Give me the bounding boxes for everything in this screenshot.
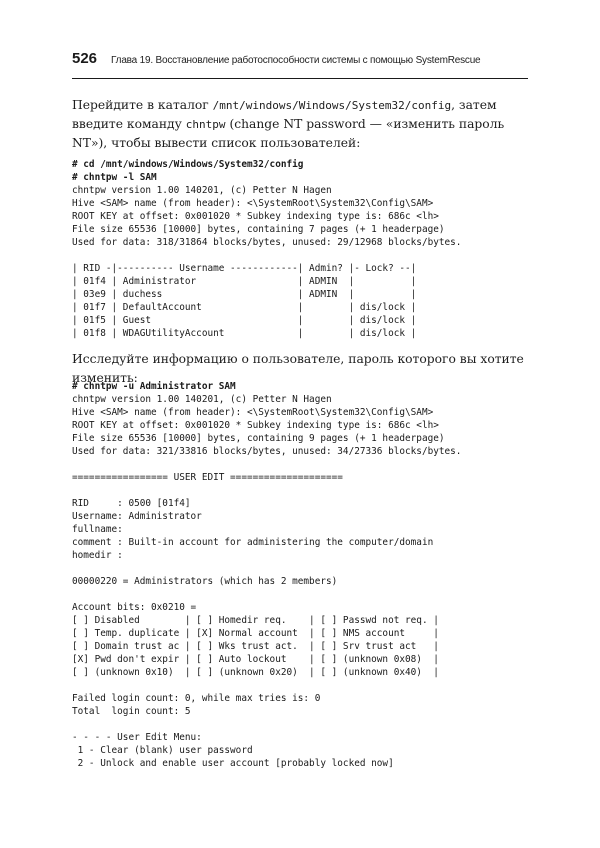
code-line: | 01f5 | Guest | | dis/lock |: [72, 315, 417, 326]
code-line: homedir :: [72, 550, 123, 561]
code-line: Used for data: 318/31864 blocks/bytes, unused: 29/12968 blocks/bytes.: [72, 237, 462, 248]
intro-command: chntpw: [185, 118, 226, 131]
code-line: | 03e9 | duchess | ADMIN | |: [72, 289, 417, 300]
code-line: [ ] Disabled | [ ] Homedir req. | [ ] Passwd not req. |: [72, 615, 439, 626]
code-line: [ ] (unknown 0x10) | [ ] (unknown 0x20) | [ ] (unknown 0x40) |: [72, 667, 439, 678]
intro-text-before: Перейдите в каталог: [72, 98, 213, 112]
middle-paragraph: Исследуйте информацию о пользователе, пароль которого вы хотите изменить:: [72, 352, 524, 385]
code-line: [72, 588, 540, 601]
code-line: RID : 0500 [01f4]: [72, 498, 191, 509]
code-line: Username: Administrator: [72, 511, 202, 522]
code-line: [72, 718, 540, 731]
code-line: Used for data: 321/33816 blocks/bytes, unused: 34/27336 blocks/bytes.: [72, 446, 462, 457]
page-number: 526: [72, 50, 98, 67]
code-line: File size 65536 [10000] bytes, containing 7 pages (+ 1 headerpage): [72, 224, 445, 235]
code-line: fullname:: [72, 524, 123, 535]
code-line: Hive <SAM> name (from header): <\SystemRoot\System32\Config\SAM>: [72, 407, 434, 418]
code-line: ROOT KEY at offset: 0x001020 * Subkey indexing type is: 686c <lh>: [72, 211, 439, 222]
code-line: [ ] Domain trust ac | [ ] Wks trust act. | [ ] Srv trust act |: [72, 641, 439, 652]
code-line: Total login count: 5: [72, 706, 191, 717]
code-line: | 01f7 | DefaultAccount | | dis/lock |: [72, 302, 417, 313]
intro-text-after: (change NT password — «изменить пароль NT»), чтобы вывести список пользователей:: [72, 117, 505, 150]
intro-path: /mnt/windows/Windows/System32/config: [212, 99, 452, 112]
code-line: 2 - Unlock and enable user account [probably locked now]: [72, 758, 394, 769]
code-line: | 01f8 | WDAGUtilityAccount | | dis/lock |: [72, 328, 417, 339]
code-line: File size 65536 [10000] bytes, containing 9 pages (+ 1 headerpage): [72, 433, 445, 444]
code-line: [ ] Temp. duplicate | [X] Normal account | [ ] NMS account |: [72, 628, 439, 639]
code-block-list-users: [72, 158, 540, 340]
running-header: [72, 50, 528, 79]
code-line: 1 - Clear (blank) user password: [72, 745, 253, 756]
code-line: # chntpw -u Administrator SAM: [72, 381, 236, 392]
code-line: 00000220 = Administrators (which has 2 members): [72, 576, 338, 587]
intro-paragraph: [72, 96, 528, 153]
code-line: Account bits: 0x0210 =: [72, 602, 197, 613]
code-line: comment : Built-in account for administering the computer/domain: [72, 537, 434, 548]
code-line: Failed login count: 0, while max tries is: 0: [72, 693, 321, 704]
code-line: | RID -|---------- Username ------------| Admin? |- Lock? --|: [72, 263, 417, 274]
code-line: [72, 458, 540, 471]
code-line: | 01f4 | Administrator | ADMIN | |: [72, 276, 417, 287]
code-line: Hive <SAM> name (from header): <\SystemRoot\System32\Config\SAM>: [72, 198, 434, 209]
code-line: [72, 562, 540, 575]
code-line: [72, 679, 540, 692]
code-line: chntpw version 1.00 140201, (c) Petter N Hagen: [72, 185, 332, 196]
chapter-title: Глава 19. Восстановление работоспособности системы с помощью SystemRescue: [111, 55, 481, 66]
intro-text-middle: , затем введите команду: [72, 98, 497, 131]
code-line: ROOT KEY at offset: 0x001020 * Subkey indexing type is: 686c <lh>: [72, 420, 439, 431]
code-line: - - - - User Edit Menu:: [72, 732, 202, 743]
code-line: ================= USER EDIT ====================: [72, 472, 343, 483]
code-line: # cd /mnt/windows/Windows/System32/config: [72, 159, 304, 170]
code-line: chntpw version 1.00 140201, (c) Petter N Hagen: [72, 394, 332, 405]
code-block-user-edit: [72, 380, 540, 770]
code-line: [X] Pwd don't expir | [ ] Auto lockout | [ ] (unknown 0x08) |: [72, 654, 439, 665]
code-line: [72, 249, 540, 262]
code-line: # chntpw -l SAM: [72, 172, 157, 183]
code-line: [72, 484, 540, 497]
